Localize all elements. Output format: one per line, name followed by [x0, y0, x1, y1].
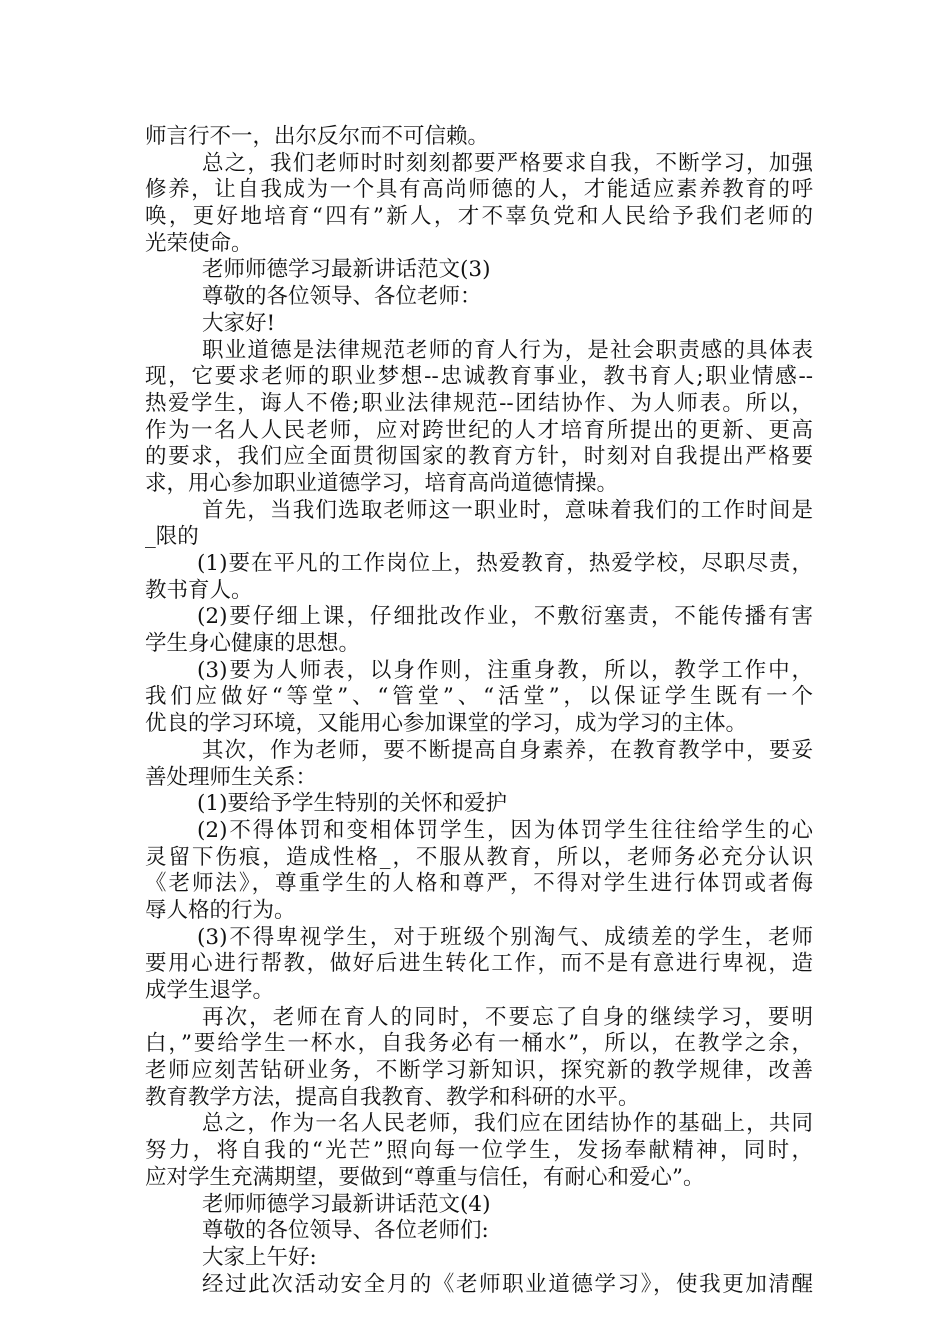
text-line: 白，”要给学生一杯水，自我务必有一桶水”，所以，在教学之余，: [145, 1031, 813, 1057]
text-line: 大家好!: [202, 310, 276, 336]
text-line: 大家上午好:: [202, 1244, 317, 1270]
text-line: (2)要仔细上课，仔细批改作业，不敷衍塞责，不能传播有害: [197, 604, 813, 630]
text-line: 总之，作为一名人民老师，我们应在团结协作的基础上，共同: [202, 1111, 813, 1137]
text-line: 修养，让自我成为一个具有高尚师德的人，才能适应素养教育的呼: [145, 177, 813, 203]
text-line: 作为一名人人民老师，应对跨世纪的人才培育所提出的更新、更高: [145, 417, 813, 443]
text-line: 光荣使命。: [145, 230, 253, 256]
text-line: 经过此次活动安全月的《老师职业道德学习》，使我更加清醒: [202, 1271, 813, 1297]
text-line: 总之，我们老师时时刻刻都要严格要求自我，不断学习，加强: [202, 150, 813, 176]
text-line: 老师师德学习最新讲话范文(4): [202, 1191, 491, 1217]
text-line: 学生身心健康的思想。: [145, 631, 361, 657]
text-line: 善处理师生关系：: [145, 764, 318, 790]
text-line: 优良的学习环境，又能用心参加课堂的学习，成为学习的主体。: [145, 711, 748, 737]
text-line: 求，用心参加职业道德学习，培育高尚道德情操。: [145, 470, 619, 496]
text-line: 唤，更好地培育“四有”新人，才不辜负党和人民给予我们老师的: [145, 204, 813, 230]
text-line: 尊敬的各位领导、各位老师们:: [202, 1218, 489, 1244]
text-line: 职业道德是法律规范老师的育人行为，是社会职责感的具体表: [202, 337, 813, 363]
text-line: 《老师法》，尊重学生的人格和尊严，不得对学生进行体罚或者侮: [145, 871, 813, 897]
text-line: 尊敬的各位领导、各位老师：: [202, 284, 482, 310]
text-line: (2)不得体罚和变相体罚学生，因为体罚学生往往给学生的心: [197, 817, 813, 843]
text-line: 教书育人。: [145, 577, 253, 603]
text-line: 师言行不一，出尔反尔而不可信赖。: [145, 124, 490, 149]
text-line: 教育教学方法，提高自我教育、教学和科研的水平。: [145, 1084, 640, 1110]
text-line: (1)要给予学生特别的关怀和爱护: [197, 791, 507, 817]
text-line: 要用心进行帮教，做好后进生转化工作，而不是有意进行卑视，造: [145, 951, 813, 977]
text-line: (3)要为人师表，以身作则，注重身教，所以，教学工作中，: [197, 657, 813, 683]
text-line: (3)不得卑视学生，对于班级个别淘气、成绩差的学生，老师: [197, 924, 813, 950]
text-line: (1)要在平凡的工作岗位上，热爱教育，热爱学校，尽职尽责，: [197, 551, 813, 576]
text-line: 其次，作为老师，要不断提高自身素养，在教育教学中，要妥: [202, 737, 813, 763]
text-line: 努力，将自我的“光芒”照向每一位学生，发扬奉献精神，同时，: [145, 1138, 813, 1164]
text-line: 老师师德学习最新讲话范文(3): [202, 257, 491, 283]
text-line: 我们应做好“等堂”、“管堂”、“活堂”，以保证学生既有一个: [145, 684, 813, 710]
text-line: 老师应刻苦钻研业务，不断学习新知识，探究新的教学规律，改善: [145, 1058, 813, 1084]
text-line: 应对学生充满期望，要做到“尊重与信任，有耐心和爱心”。: [145, 1164, 705, 1190]
text-line: _限的: [145, 524, 199, 550]
text-line: 首先，当我们选取老师这一职业时，意味着我们的工作时间是: [202, 497, 813, 523]
text-line: 辱人格的行为。: [145, 897, 296, 923]
text-line: 热爱学生，诲人不倦;职业法律规范--团结协作、为人师表。所以，: [145, 390, 813, 416]
text-line: 灵留下伤痕，造成性格_，不服从教育，所以，老师务必充分认识: [145, 844, 813, 870]
document-page: [145, 124, 813, 1298]
text-line: 的要求，我们应全面贯彻国家的教育方针，时刻对自我提出严格要: [145, 444, 813, 470]
text-line: 再次，老师在育人的同时，不要忘了自身的继续学习，要明: [202, 1004, 813, 1030]
text-line: 现，它要求老师的职业梦想--忠诚教育事业，教书育人;职业情感--: [145, 364, 813, 390]
text-line: 成学生退学。: [145, 978, 275, 1003]
